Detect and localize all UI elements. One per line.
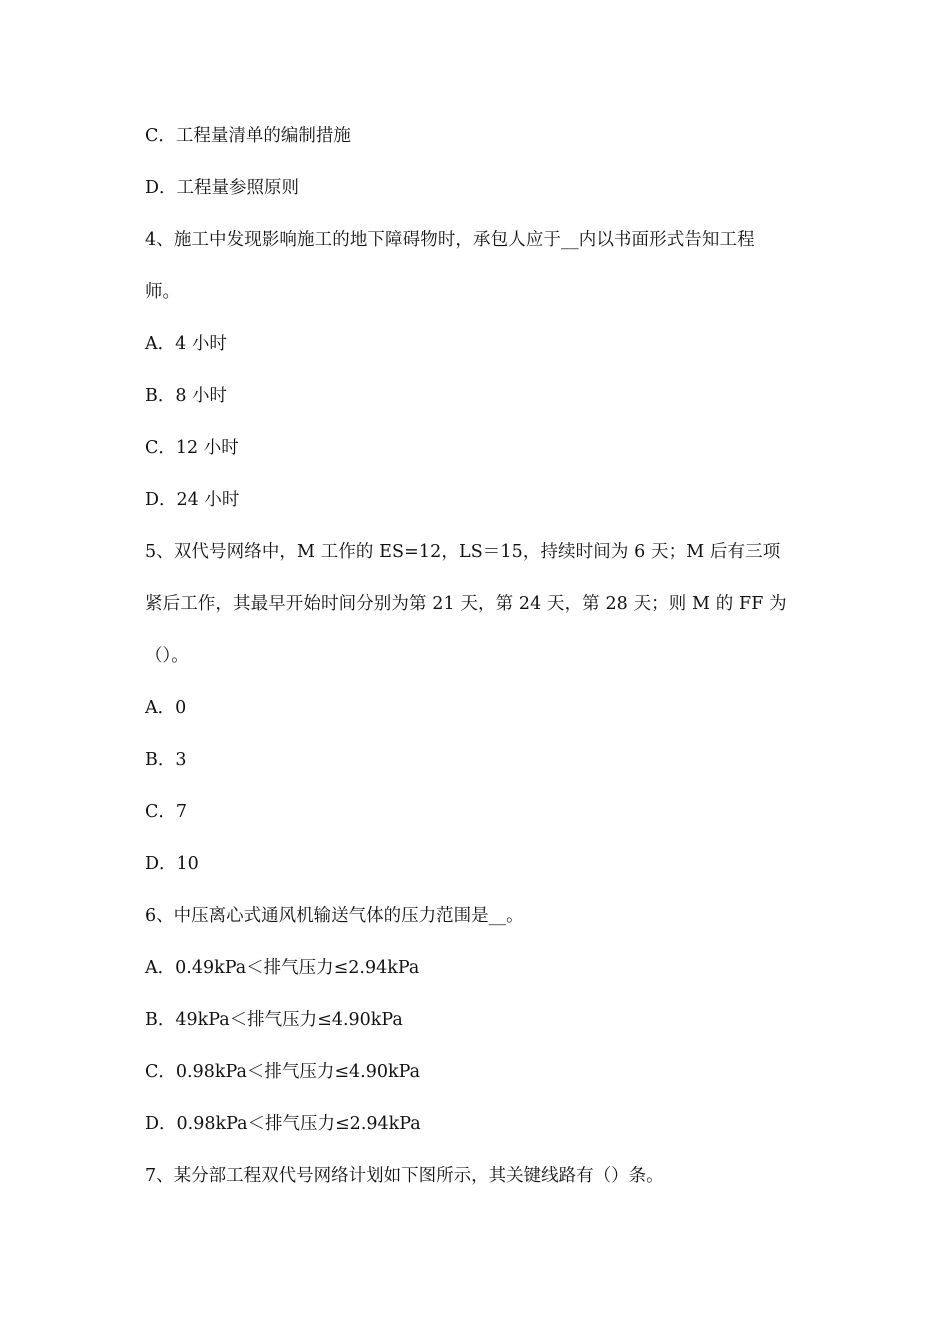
option-b-q5: B．3 xyxy=(145,750,187,770)
option-b-q4: B．8 小时 xyxy=(145,386,228,406)
option-c-q6: C．0.98kPa＜排气压力≤4.90kPa xyxy=(145,1062,421,1082)
option-a-q6: A．0.49kPa＜排气压力≤2.94kPa xyxy=(145,958,420,978)
option-d-q4: D．24 小时 xyxy=(145,490,240,510)
question-5-line-2: 紧后工作，其最早开始时间分别为第 21 天，第 24 天，第 28 天；则 M 的 FF 为 xyxy=(145,594,787,614)
question-6: 6、中压离心式通风机输送气体的压力范围是__。 xyxy=(145,906,524,926)
option-c-q5: C．7 xyxy=(145,802,188,822)
option-d-q5: D．10 xyxy=(145,854,199,874)
question-5-line-3: （）。 xyxy=(145,646,189,666)
option-d-q6: D．0.98kPa＜排气压力≤2.94kPa xyxy=(145,1114,421,1134)
option-b-q6: B．49kPa＜排气压力≤4.90kPa xyxy=(145,1010,403,1030)
option-d-q3: D．工程量参照原则 xyxy=(145,178,300,198)
option-c-q4: C．12 小时 xyxy=(145,438,239,458)
question-7: 7、某分部工程双代号网络计划如下图所示，其关键线路有（）条。 xyxy=(145,1166,664,1186)
option-c-q3: C．工程量清单的编制措施 xyxy=(145,126,351,146)
document-body xyxy=(145,118,810,1210)
question-4-line-1: 4、施工中发现影响施工的地下障碍物时，承包人应于__内以书面形式告知工程 xyxy=(145,230,755,250)
option-a-q5: A．0 xyxy=(145,698,187,718)
option-a-q4: A．4 小时 xyxy=(145,334,227,354)
question-4-line-2: 师。 xyxy=(145,282,180,302)
question-5-line-1: 5、双代号网络中，M 工作的 ES=12，LS＝15，持续时间为 6 天；M 后有三项 xyxy=(145,542,781,562)
